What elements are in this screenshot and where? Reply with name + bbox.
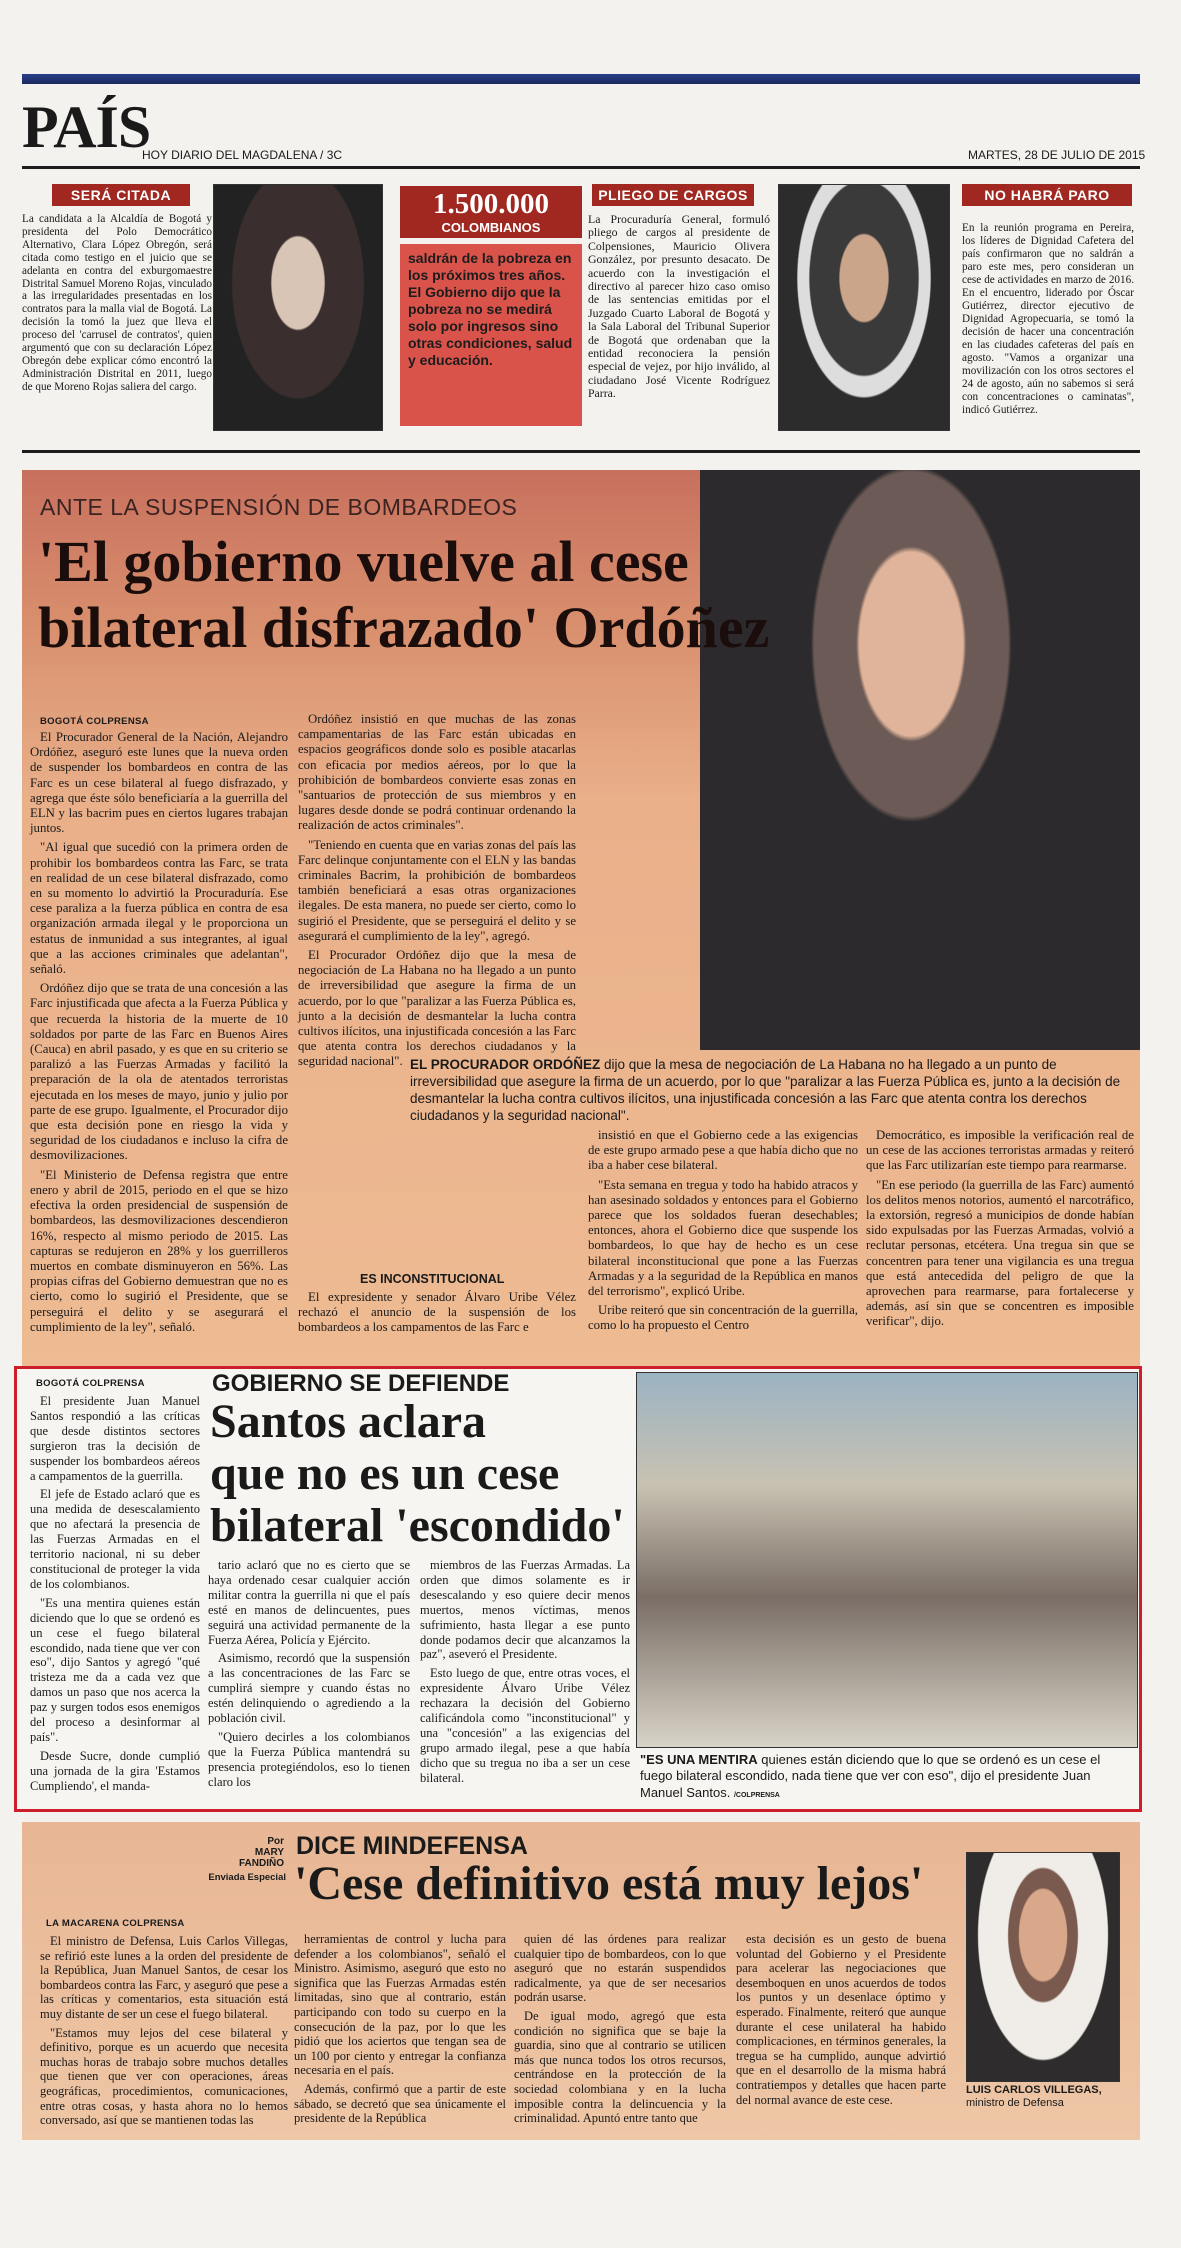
headline-article1-line1: 'El gobierno vuelve al cese (38, 529, 689, 594)
caption-ordonez-text: dijo que la mesa de negociación de La Habana no ha llegado a un punto de irreversibilidad que asegure la firma de un acuerdo, por lo que "paralizar a las Fuerza Pública es, junto a la decisión de desmantelar la lucha contra cultivos ilícitos, una injustificada concesión a las Farc que atenta contra los derechos ciudadanos y la seguridad nacional". (410, 1057, 1121, 1123)
byline-article3: LA MACARENA COLPRENSA (46, 1918, 185, 1929)
caption-santos-text: quienes están diciendo que lo que se ordenó es un cese el fuego bilateral escondido, nada tiene que ver con eso", dijo el presidente Juan Manuel Santos. (640, 1752, 1101, 1800)
brief-tag-no-habra-paro: NO HABRÁ PARO (962, 184, 1132, 206)
briefs-bottom-rule (22, 450, 1140, 453)
headline-article2-line1: Santos aclara (210, 1395, 486, 1448)
brief-number-label: COLOMBIANOS (441, 220, 541, 235)
caption-santos-credit: /COLPRENSA (733, 1791, 780, 1799)
paragraph: "Esta semana en tregua y todo ha habido atracos y han asesinado soldados y entonces para el Gobierno parece que los soldados fueran desechables; entonces, ahora el Gobierno dice que suspende los bombardeos, lo que hay de hecho es un cese bilateral inconstitucional que pone a las Fuerzas Armadas y a la seguridad de la República en manos del terrorismo", explicó Uribe. (588, 1177, 858, 1299)
paragraph: "Estamos muy lejos del cese bilateral y definitivo, porque es un acuerdo que necesita muchas horas de trabajo sobre muchos detalles que tienen que ver con operaciones, áreas geográficas, procedimientos, comunicaciones, entre otras cosas, y hasta ahora no lo hemos conversado, así que se mantienen todas las (40, 2025, 288, 2128)
kicker-article1: ANTE LA SUSPENSIÓN DE BOMBARDEOS (40, 494, 518, 520)
paragraph: El expresidente y senador Álvaro Uribe Vélez rechazó el anuncio de la suspensión de los bombardeos a los campamentos de las Farc e (298, 1290, 576, 1335)
article3-column-2 (294, 1932, 506, 2126)
brief-text-sera-citada: La candidata a la Alcaldía de Bogotá y presidenta del Polo Democrático Alternativo, Clara López Obregón, será citada como testigo en el juicio que se adelanta en contra del exburgomaestre Distrital Samuel Moreno Rojas, vinculado a las irregularidades presentadas en los contratos para la malla vial de Bogotá. La decisión la tomó la juez que lleva el proceso del 'carrusel de contratos', quien argumentó que con su declaración López Obregón debe explicar cómo encontró la Administración Distrital en 2011, luego de que Moreno Rojas saliera del cargo. (22, 213, 212, 393)
paragraph: El Procurador Ordóñez dijo que la mesa de negociación de La Habana no ha llegado a un punto de irreversibilidad que asegure la firma de un acuerdo, por lo que "paralizar a las Fuerza Pública es, junto a la decisión de desmantelar la lucha contra cultivos ilícitos, una injustificada concesión a las Farc que atenta contra los derechos ciudadanos y la seguridad nacional". (298, 948, 576, 1069)
author-name-2: FANDIÑO (239, 1858, 284, 1869)
paragraph: "Quiero decirles a los colombianos que la Fuerza Pública mantendrá su presencia protegiéndolos, eso lo tienen claro los (208, 1729, 410, 1789)
brief-number: 1.500.000 (433, 188, 549, 220)
paragraph: quien dé las órdenes para realizar cualquier tipo de bombardeos, con lo que aseguró que no estarán suspendidos radicalmente, ya que de ser necesarios podrán usarse. (514, 1932, 726, 2005)
paper-name: HOY DIARIO DEL MAGDALENA / 3C (142, 148, 343, 162)
paragraph: El presidente Juan Manuel Santos respondió a las críticas que desde distintos sectores surgieron tras la decisión de suspender los bombardeos aéreos a campamentos de la guerrilla. (30, 1394, 200, 1483)
brief-tag-sera-citada: SERÁ CITADA (52, 184, 190, 206)
photo-clara-lopez (213, 184, 383, 431)
issue-date: MARTES, 28 DE JULIO DE 2015 (968, 148, 1146, 162)
article1-column-4 (866, 1128, 1134, 1343)
article3-column-3 (514, 1932, 726, 2126)
paragraph: Ordóñez dijo que se trata de una concesión a las Farc injustificada que afecta a la Fuerza Pública y que recuerda la historia de la muerte de 10 soldados por parte de las Farc en Buenos Aires (Cauca) en abril pasado, y es que en su criterio se paralizó a las Fuerzas Armadas y facilitó la preparación de la ola de atentados terroristas ejecutada en los meses de mayo, junio y julio por parte de ese grupo. Igualmente, el Procurador dijo que esta decisión pone en riesgo la vida y seguridad de los ciudadanos e incluso la cifra de desmovilizaciones. (30, 981, 288, 1163)
article1-column-2-bottom (298, 1290, 576, 1340)
kicker-article3: DICE MINDEFENSA (296, 1832, 528, 1860)
article2-column-2 (208, 1558, 410, 1806)
brief-tag-pliego: PLIEGO DE CARGOS (592, 184, 754, 206)
headline-article3: 'Cese definitivo está muy lejos' (294, 1857, 924, 1910)
article1-column-1 (30, 730, 288, 1340)
photo-alejandro-ordonez (700, 470, 1140, 1050)
paragraph: herramientas de control y lucha para defender a los colombianos", señaló el Ministro. Asimismo, aseguró que esto no significa que las Fuerzas Armadas estén limitadas, sino que al contrario, están participando con todo su cuerpo en la consecución de la paz, por lo que les pidió que los aciertos que tengan sea de un 100 por ciento y entregar la confianza necesaria en el país. (294, 1932, 506, 2078)
paragraph: Democrático, es imposible la verificación real de un cese de las acciones terroristas armadas y reiteró que las Farc utilizarían este tiempo para rearmarse. (866, 1128, 1134, 1173)
paragraph: Esto luego de que, entre otras voces, el expresidente Álvaro Uribe Vélez rechazara la decisión del Gobierno calificándola como "inconstitucional" y una "concesión" a las exigencias del grupo armado ilegal, pese a que había dicho que su tregua no iba a ser un cese bilateral. (420, 1666, 630, 1785)
brief-text-pobreza: saldrán de la pobreza en los próximos tres años. El Gobierno dijo que la pobreza no se medirá solo por ingresos sino otras condiciones, salud y educación. (400, 244, 582, 426)
caption-santos-lead: "ES UNA MENTIRA (640, 1752, 758, 1767)
section-title: PAÍS (22, 94, 151, 160)
paragraph: Además, confirmó que a partir de este sábado, se decretó que sea únicamente el presidente de la República (294, 2081, 506, 2126)
byline-article1: BOGOTÁ COLPRENSA (40, 716, 149, 727)
paragraph: "Es una mentira quienes están diciendo que lo que se ordenó es un cese el fuego bilateral escondido, nada tiene que ver con eso", dijo Santos y agregó "qué tristeza me da a cada vez que damos un paso que nos acerca la paz y surgen todos esos enemigos del proceso a desinformar al país". (30, 1595, 200, 1744)
byline-article2: BOGOTÁ COLPRENSA (36, 1378, 145, 1389)
caption-ordonez-name: EL PROCURADOR ORDÓÑEZ (410, 1057, 601, 1072)
paragraph: "El Ministerio de Defensa registra que entre enero y abril de 2015, periodo en el que se hizo efectiva la orden presidencial de suspensión de bombardeos, las desmovilizaciones descendieron 16%, respecto al mismo periodo de 2015. Las capturas se redujeron en 28% y los guerrilleros muertos en combate disminuyeron en 56%. Las propias cifras del Gobierno demuestran que no es cierto, como lo sugirió el Presidente, que se perseguirá el delito y se asegurará el cumplimiento de la ley", señaló. (30, 1167, 288, 1334)
paragraph: "Al igual que sucedió con la primera orden de prohibir los bombardeos contra las Farc, se trata en realidad de un cese bilateral disfrazado, como en su momento lo advirtió la Procuraduría. Ese cese paraliza a la fuerza pública en contra de esa organización armada ilegal y le proporciona un estatus de inmunidad a sus integrantes, al igual que a las acciones criminales que adelantan", señaló. (30, 840, 288, 977)
paragraph: El ministro de Defensa, Luis Carlos Villegas, se refirió este lunes a la orden del presidente de la República, Juan Manuel Santos, de cesar los bombardeos contra las Farc, y aseguró que pese a las críticas y comentarios, esta situación está muy distante de ser un cese el fuego bilateral. (40, 1934, 288, 2021)
caption-villegas-name: LUIS CARLOS VILLEGAS, (966, 2084, 1102, 2096)
paragraph: Ordóñez insistió en que muchas de las zonas campamentarias de las Farc están ubicadas en espacios geográficos donde solo es posible atacarlas con eficacia por medios aéreos, por lo que la prohibición de bombardeos convierte esas zonas en "santuarios de protección de sus miembros y en lugares desde donde se podrá continuar ordenando la realización de actos criminales". (298, 712, 576, 833)
article1-column-3 (588, 1128, 858, 1343)
headline-article2-line3: bilateral 'escondido' (210, 1499, 625, 1552)
author-name-1: MARY (254, 1847, 284, 1858)
brief-text-no-habra-paro: En la reunión programa en Pereira, los líderes de Dignidad Cafetera del país confirmaron que no saldrán a paro este mes, pero consideran un cese de actividades en marzo de 2016. En el encuentro, liderado por Óscar Gutiérrez, director ejecutivo de Dignidad Agropecuaria, se tomó la decisión de hacer una concentración en las ciudades cafeteras del país en agosto. "Vamos a organizar una movilización con los otros sectores el 24 de agosto, aún no sabemos si será con concentraciones o caminatas", indicó Gutiérrez. (962, 222, 1134, 416)
paragraph: Desde Sucre, donde cumplió una jornada de la gira 'Estamos Cumpliendo', el manda- (30, 1748, 200, 1793)
article3-column-1 (40, 1934, 288, 2128)
paragraph: Asimismo, recordó que la suspensión a las concentraciones de las Farc se cumplirá siempre y cuando éstas no estén delinquiendo o agrediendo a la población civil. (208, 1651, 410, 1726)
article3-column-4 (736, 1932, 946, 2120)
article2-column-1 (30, 1394, 200, 1806)
caption-ordonez (410, 1056, 1132, 1126)
masthead-rule (22, 166, 1140, 169)
paragraph: "En ese periodo (la guerrilla de las Farc) aumentó los delitos menos notorios, aumentó el narcotráfico, la extorsión, regresó a municipios de donde habían sido expulsadas por las Fuerzas Armadas, volvió a reclutar personas, etcétera. Una tregua sin que se concentren para tener una vigilancia es una tregua que está antecedida del peligro de que la aprovechen para rearmarse, para fortalecerse y además, así sin que se concentren es imposible verificar", dijo. (866, 1177, 1134, 1329)
article2-column-3 (420, 1558, 630, 1806)
paragraph: Uribe reiteró que sin concentración de la guerrilla, como lo ha propuesto el Centro (588, 1303, 858, 1333)
headline-article2-line2: que no es un cese (210, 1447, 560, 1500)
author-por: Por (267, 1836, 284, 1847)
caption-villegas (966, 2084, 1136, 2110)
kicker-article2: GOBIERNO SE DEFIENDE (212, 1370, 510, 1397)
paragraph: miembros de las Fuerzas Armadas. La orden que dimos solamente es ir desescalando y eso quiere decir menos muertos, menos víctimas, menos sufrimiento, hasta llegar a ese punto donde podamos decir que alcanzamos la paz", aseveró el Presidente. (420, 1558, 630, 1662)
brief-text-pliego: La Procuraduría General, formuló pliego de cargos al presidente de Colpensiones, Mauricio Olivera González, por presunto desacato. De acuerdo con la investigación el directivo al parecer hizo caso omiso de las sentencias emitidas por el Juzgado Cuarto Laboral de Bogotá y la Sala Laboral del Tribunal Superior de Bogotá que ordenaban que la entidad reconociera la pensión especial de vejez, por hijo inválido, al ciudadano José Vicente Rodríguez Parra. (588, 212, 770, 401)
subhead-inconstitucional: ES INCONSTITUCIONAL (360, 1272, 505, 1286)
paragraph: insistió en que el Gobierno cede a las exigencias de este grupo armado pese a que había dicho que no iba a haber cese bilateral. (588, 1128, 858, 1173)
paragraph: "Teniendo en cuenta que en varias zonas del país las Farc delinque conjuntamente con el ELN y las bandas criminales Bacrim, la prohibición de bombardeos también beneficiará a esas otras organizaciones ilegales. De esta manera, no puede ser cierto, como lo sugirió el Presidente, que se perseguirá el delito y se asegurará el cumplimiento de la ley", agregó. (298, 837, 576, 943)
paragraph: El jefe de Estado aclaró que es una medida de desescalamiento que no afectará la presencia de las Fuerzas Armadas en el territorio nacional, ni su deber constitucional de proteger la vida de los colombianos. (30, 1487, 200, 1591)
paragraph: tario aclaró que no es cierto que se haya ordenado cesar cualquier acción militar contra la guerrilla ni que el país esté en manos de delincuentes, pues seguirá una actividad permanente de la Fuerza Aérea, Policía y Ejército. (208, 1558, 410, 1647)
photo-mauricio-olivera (778, 184, 950, 431)
caption-villegas-role: ministro de Defensa (966, 2097, 1064, 2109)
paragraph: De igual modo, agregó que esta condición no significa que se baje la guardia, sino que al contrario se utilicen más que nunca todos los otros recursos, centrándose en la protección de la sociedad colombiana y en la lucha imposible contra la delincuencia y la criminalidad. Apuntó entre tanto que (514, 2008, 726, 2126)
headline-article1-line2: bilateral disfrazado' Ordóñez (38, 595, 770, 660)
caption-santos (640, 1752, 1134, 1808)
paragraph: esta decisión es un gesto de buena voluntad del Gobierno y el Presidente para acelerar las negociaciones que desemboquen en unos acuerdos de todos los puntos y un desenlace óptimo y esperado. Finalmente, reiteró que aunque durante el cese unilateral ha habido complicaciones, en términos generales, la tregua se ha cumplido, aunque advirtió que en el desarrollo de la misma habrá contratiempos y detalles que hacen parte del normal avance de este cese. (736, 1932, 946, 2107)
author-box (236, 1836, 284, 1869)
author-role: Enviada Especial (208, 1872, 286, 1883)
photo-santos-sucre (636, 1372, 1138, 1748)
top-color-rule (22, 74, 1140, 84)
photo-luis-carlos-villegas (966, 1852, 1120, 2082)
paragraph: El Procurador General de la Nación, Alejandro Ordóñez, aseguró este lunes que la nueva orden de suspender los bombardeos en contra de las Farc es un cese bilateral al fuego disfrazado, y agrega que éste sólo beneficiaría a la guerrilla del ELN y las bacrim pues en ciertos lugares trabajan juntos. (30, 730, 288, 836)
